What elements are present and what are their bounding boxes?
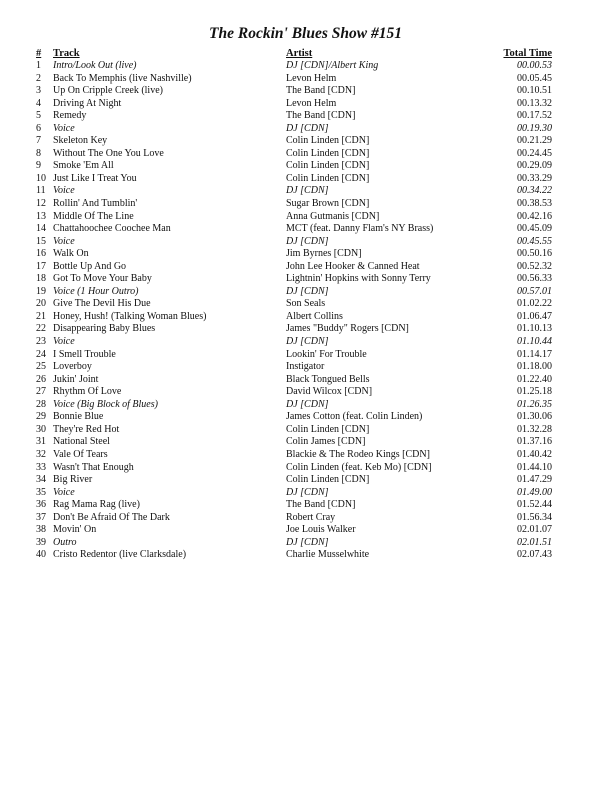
row-number: 24 (36, 348, 46, 360)
table-row (36, 499, 552, 512)
row-artist: James "Buddy" Rogers [CDN] (286, 323, 409, 335)
row-track: Chattahoochee Coochee Man (53, 223, 171, 235)
row-number: 34 (36, 474, 46, 486)
row-track: Cristo Redentor (live Clarksdale) (53, 549, 187, 561)
row-track: Intro/Look Out (live) (53, 60, 137, 71)
row-number: 38 (36, 524, 46, 536)
row-time: 02.01.07 (517, 524, 552, 536)
row-track: Bonnie Blue (53, 411, 104, 423)
row-artist: Blackie & The Rodeo Kings [CDN] (286, 448, 430, 460)
table-row (36, 323, 552, 336)
row-number: 15 (36, 235, 46, 247)
table-row (36, 261, 552, 274)
row-number: 19 (36, 285, 46, 297)
row-time: 00.45.09 (517, 223, 552, 235)
row-time: 01.40.42 (517, 448, 552, 460)
row-track: Rhythm Of Love (53, 386, 122, 398)
table-row (36, 537, 552, 550)
table-row (36, 487, 552, 500)
table-row (36, 73, 552, 86)
table-row (36, 286, 552, 299)
row-time: 00.10.51 (517, 85, 552, 97)
row-track: Voice (53, 122, 75, 134)
table-row (36, 185, 552, 198)
table-row (36, 549, 552, 562)
table-row (36, 98, 552, 111)
row-time: 00.57.01 (517, 285, 552, 297)
row-number: 20 (36, 298, 46, 310)
table-row (36, 411, 552, 424)
row-number: 18 (36, 273, 46, 285)
row-time: 01.25.18 (517, 386, 552, 398)
row-track: Outro (53, 536, 77, 548)
table-row (36, 236, 552, 249)
row-number: 29 (36, 411, 46, 423)
row-track: Got To Move Your Baby (53, 273, 152, 285)
row-number: 2 (36, 72, 41, 84)
row-time: 01.18.00 (517, 361, 552, 373)
row-time: 01.52.44 (517, 499, 552, 511)
row-artist: Anna Gutmanis [CDN] (286, 210, 380, 222)
row-artist: Joe Louis Walker (286, 524, 356, 536)
row-track: Disappearing Baby Blues (53, 323, 156, 335)
row-time: 01.30.06 (517, 411, 552, 423)
row-artist: Colin Linden [CDN] (286, 147, 370, 159)
row-number: 14 (36, 223, 46, 235)
row-time: 00.33.29 (517, 172, 552, 184)
row-time: 00.19.30 (517, 122, 552, 134)
row-number: 40 (36, 549, 46, 561)
row-artist: Colin Linden [CDN] (286, 135, 370, 147)
row-artist: Colin Linden [CDN] (286, 160, 370, 172)
row-number: 25 (36, 361, 46, 373)
row-time: 01.47.29 (517, 474, 552, 486)
row-time: 00.05.45 (517, 72, 552, 84)
row-time: 00.45.55 (517, 235, 552, 247)
row-number: 13 (36, 210, 46, 222)
table-row (36, 135, 552, 148)
table-row (36, 248, 552, 261)
row-track: Big River (53, 474, 93, 486)
row-artist: Instigator (286, 361, 325, 373)
row-time: 00.24.45 (517, 147, 552, 159)
row-artist: The Band [CDN] (286, 110, 356, 122)
row-number: 37 (36, 511, 46, 523)
row-time: 00.00.53 (517, 60, 552, 71)
row-number: 3 (36, 85, 41, 97)
row-time: 01.10.44 (517, 336, 552, 348)
row-time: 01.14.17 (517, 348, 552, 360)
row-number: 33 (36, 461, 46, 473)
row-number: 5 (36, 110, 41, 122)
row-time: 00.17.52 (517, 110, 552, 122)
row-track: Wasn't That Enough (53, 461, 134, 473)
row-artist: DJ [CDN]/Albert King (286, 60, 379, 71)
table-row (36, 160, 552, 173)
row-number: 30 (36, 423, 46, 435)
row-artist: Colin Linden [CDN] (286, 172, 370, 184)
row-time: 01.22.40 (517, 373, 552, 385)
row-time: 00.56.33 (517, 273, 552, 285)
row-artist: DJ [CDN] (286, 336, 329, 348)
row-number: 17 (36, 260, 46, 272)
row-artist: Charlie Musselwhite (286, 549, 370, 561)
table-row (36, 512, 552, 525)
row-time: 00.29.09 (517, 160, 552, 172)
row-artist: Robert Cray (286, 511, 336, 523)
table-row (36, 211, 552, 224)
table-row (36, 223, 552, 236)
row-time: 01.32.28 (517, 423, 552, 435)
row-number: 31 (36, 436, 46, 448)
row-artist: Colin Linden (feat. Keb Mo) [CDN] (286, 461, 432, 473)
row-track: Honey, Hush! (Talking Woman Blues) (53, 310, 207, 322)
row-artist: Colin James [CDN] (286, 436, 366, 448)
row-number: 1 (36, 60, 41, 71)
table-row (36, 524, 552, 537)
row-time: 01.02.22 (517, 298, 552, 310)
table-row (36, 386, 552, 399)
row-track: Walk On (53, 248, 89, 260)
row-artist: Sugar Brown [CDN] (286, 198, 370, 210)
table-row (36, 198, 552, 211)
table-row (36, 273, 552, 286)
row-artist: Colin Linden [CDN] (286, 423, 370, 435)
row-artist: Black Tongued Bells (286, 373, 370, 385)
row-artist: DJ [CDN] (286, 486, 329, 498)
table-row (36, 60, 552, 73)
row-number: 26 (36, 373, 46, 385)
row-time: 01.26.35 (517, 398, 552, 410)
row-number: 27 (36, 386, 46, 398)
row-time: 00.50.16 (517, 248, 552, 260)
row-artist: Albert Collins (286, 310, 343, 322)
row-time: 02.07.43 (517, 549, 552, 561)
table-row (36, 85, 552, 98)
row-time: 01.06.47 (517, 310, 552, 322)
table-header (36, 48, 552, 60)
table-row (36, 374, 552, 387)
row-number: 32 (36, 448, 46, 460)
row-number: 16 (36, 248, 46, 260)
row-number: 11 (36, 185, 46, 197)
row-time: 02.01.51 (517, 536, 552, 548)
row-track: Voice (53, 185, 75, 197)
row-artist: Jim Byrnes [CDN] (286, 248, 362, 260)
row-artist: DJ [CDN] (286, 285, 329, 297)
row-artist: DJ [CDN] (286, 536, 329, 548)
row-number: 9 (36, 160, 41, 172)
row-track: Remedy (53, 110, 87, 122)
row-artist: Lookin' For Trouble (286, 348, 367, 360)
row-number: 28 (36, 398, 46, 410)
row-number: 23 (36, 336, 46, 348)
row-track: Driving At Night (53, 97, 122, 109)
row-time: 00.13.32 (517, 97, 552, 109)
row-track: Vale Of Tears (53, 448, 108, 460)
row-artist: Levon Helm (286, 97, 337, 109)
table-row (36, 474, 552, 487)
row-artist: Son Seals (286, 298, 326, 310)
table-row (36, 123, 552, 136)
table-row (36, 148, 552, 161)
row-track: Without The One You Love (53, 147, 164, 159)
row-number: 22 (36, 323, 46, 335)
row-track: They're Red Hot (53, 423, 120, 435)
row-track: Just Like I Treat You (53, 172, 137, 184)
row-artist: DJ [CDN] (286, 185, 329, 197)
table-row (36, 449, 552, 462)
row-track: Give The Devil His Due (53, 298, 151, 310)
table-row (36, 336, 552, 349)
row-time: 01.56.34 (517, 511, 552, 523)
row-number: 36 (36, 499, 46, 511)
page-title: The Rockin' Blues Show #151 (209, 25, 402, 42)
row-track: Don't Be Afraid Of The Dark (53, 511, 170, 523)
row-number: 6 (36, 122, 41, 134)
header-number: # (36, 48, 42, 59)
row-number: 10 (36, 172, 46, 184)
row-time: 00.52.32 (517, 260, 552, 272)
row-track: National Steel (53, 436, 110, 448)
row-track: Jukin' Joint (53, 373, 99, 385)
row-time: 01.37.16 (517, 436, 552, 448)
row-number: 12 (36, 198, 46, 210)
row-time: 01.44.10 (517, 461, 552, 473)
row-time: 00.34.22 (517, 185, 552, 197)
row-track: Voice (53, 486, 75, 498)
row-track: Voice (Big Block of Blues) (53, 398, 158, 410)
row-track: Up On Cripple Creek (live) (53, 85, 163, 97)
row-track: I Smell Trouble (53, 348, 116, 360)
table-row (36, 349, 552, 362)
header-track: Track (53, 48, 80, 59)
table-row (36, 424, 552, 437)
row-artist: John Lee Hooker & Canned Heat (286, 260, 420, 272)
table-row (36, 311, 552, 324)
row-artist: MCT (feat. Danny Flam's NY Brass) (286, 223, 434, 235)
row-track: Voice (1 Hour Outro) (53, 285, 139, 297)
row-track: Middle Of The Line (53, 210, 134, 222)
row-track: Voice (53, 336, 75, 348)
header-artist: Artist (286, 48, 313, 59)
row-artist: David Wilcox [CDN] (286, 386, 373, 398)
table-row (36, 361, 552, 374)
row-track: Back To Memphis (live Nashville) (53, 72, 192, 84)
playlist-table (36, 60, 552, 562)
row-track: Rag Mama Rag (live) (53, 499, 140, 511)
table-row (36, 462, 552, 475)
row-artist: Lightnin' Hopkins with Sonny Terry (286, 273, 431, 285)
row-number: 8 (36, 147, 41, 159)
table-row (36, 173, 552, 186)
table-row (36, 399, 552, 412)
row-track: Smoke 'Em All (53, 160, 114, 172)
row-time: 00.21.29 (517, 135, 552, 147)
row-artist: DJ [CDN] (286, 235, 329, 247)
row-artist: The Band [CDN] (286, 85, 356, 97)
row-number: 7 (36, 135, 41, 147)
table-row (36, 298, 552, 311)
row-time: 01.49.00 (517, 486, 552, 498)
row-artist: Levon Helm (286, 72, 337, 84)
row-number: 21 (36, 310, 46, 322)
row-track: Rollin' And Tumblin' (53, 198, 138, 210)
row-artist: The Band [CDN] (286, 499, 356, 511)
row-time: 00.42.16 (517, 210, 552, 222)
table-row (36, 110, 552, 123)
row-artist: DJ [CDN] (286, 398, 329, 410)
row-time: 01.10.13 (517, 323, 552, 335)
row-number: 35 (36, 486, 46, 498)
header-total-time: Total Time (503, 48, 552, 59)
row-number: 39 (36, 536, 46, 548)
row-track: Bottle Up And Go (53, 260, 127, 272)
table-row (36, 436, 552, 449)
row-artist: Colin Linden [CDN] (286, 474, 370, 486)
row-artist: James Cotton (feat. Colin Linden) (286, 411, 423, 423)
row-track: Movin' On (53, 524, 97, 536)
row-track: Voice (53, 235, 75, 247)
row-number: 4 (36, 97, 41, 109)
row-track: Skeleton Key (53, 135, 108, 147)
row-artist: DJ [CDN] (286, 122, 329, 134)
row-track: Loverboy (53, 361, 92, 373)
row-time: 00.38.53 (517, 198, 552, 210)
